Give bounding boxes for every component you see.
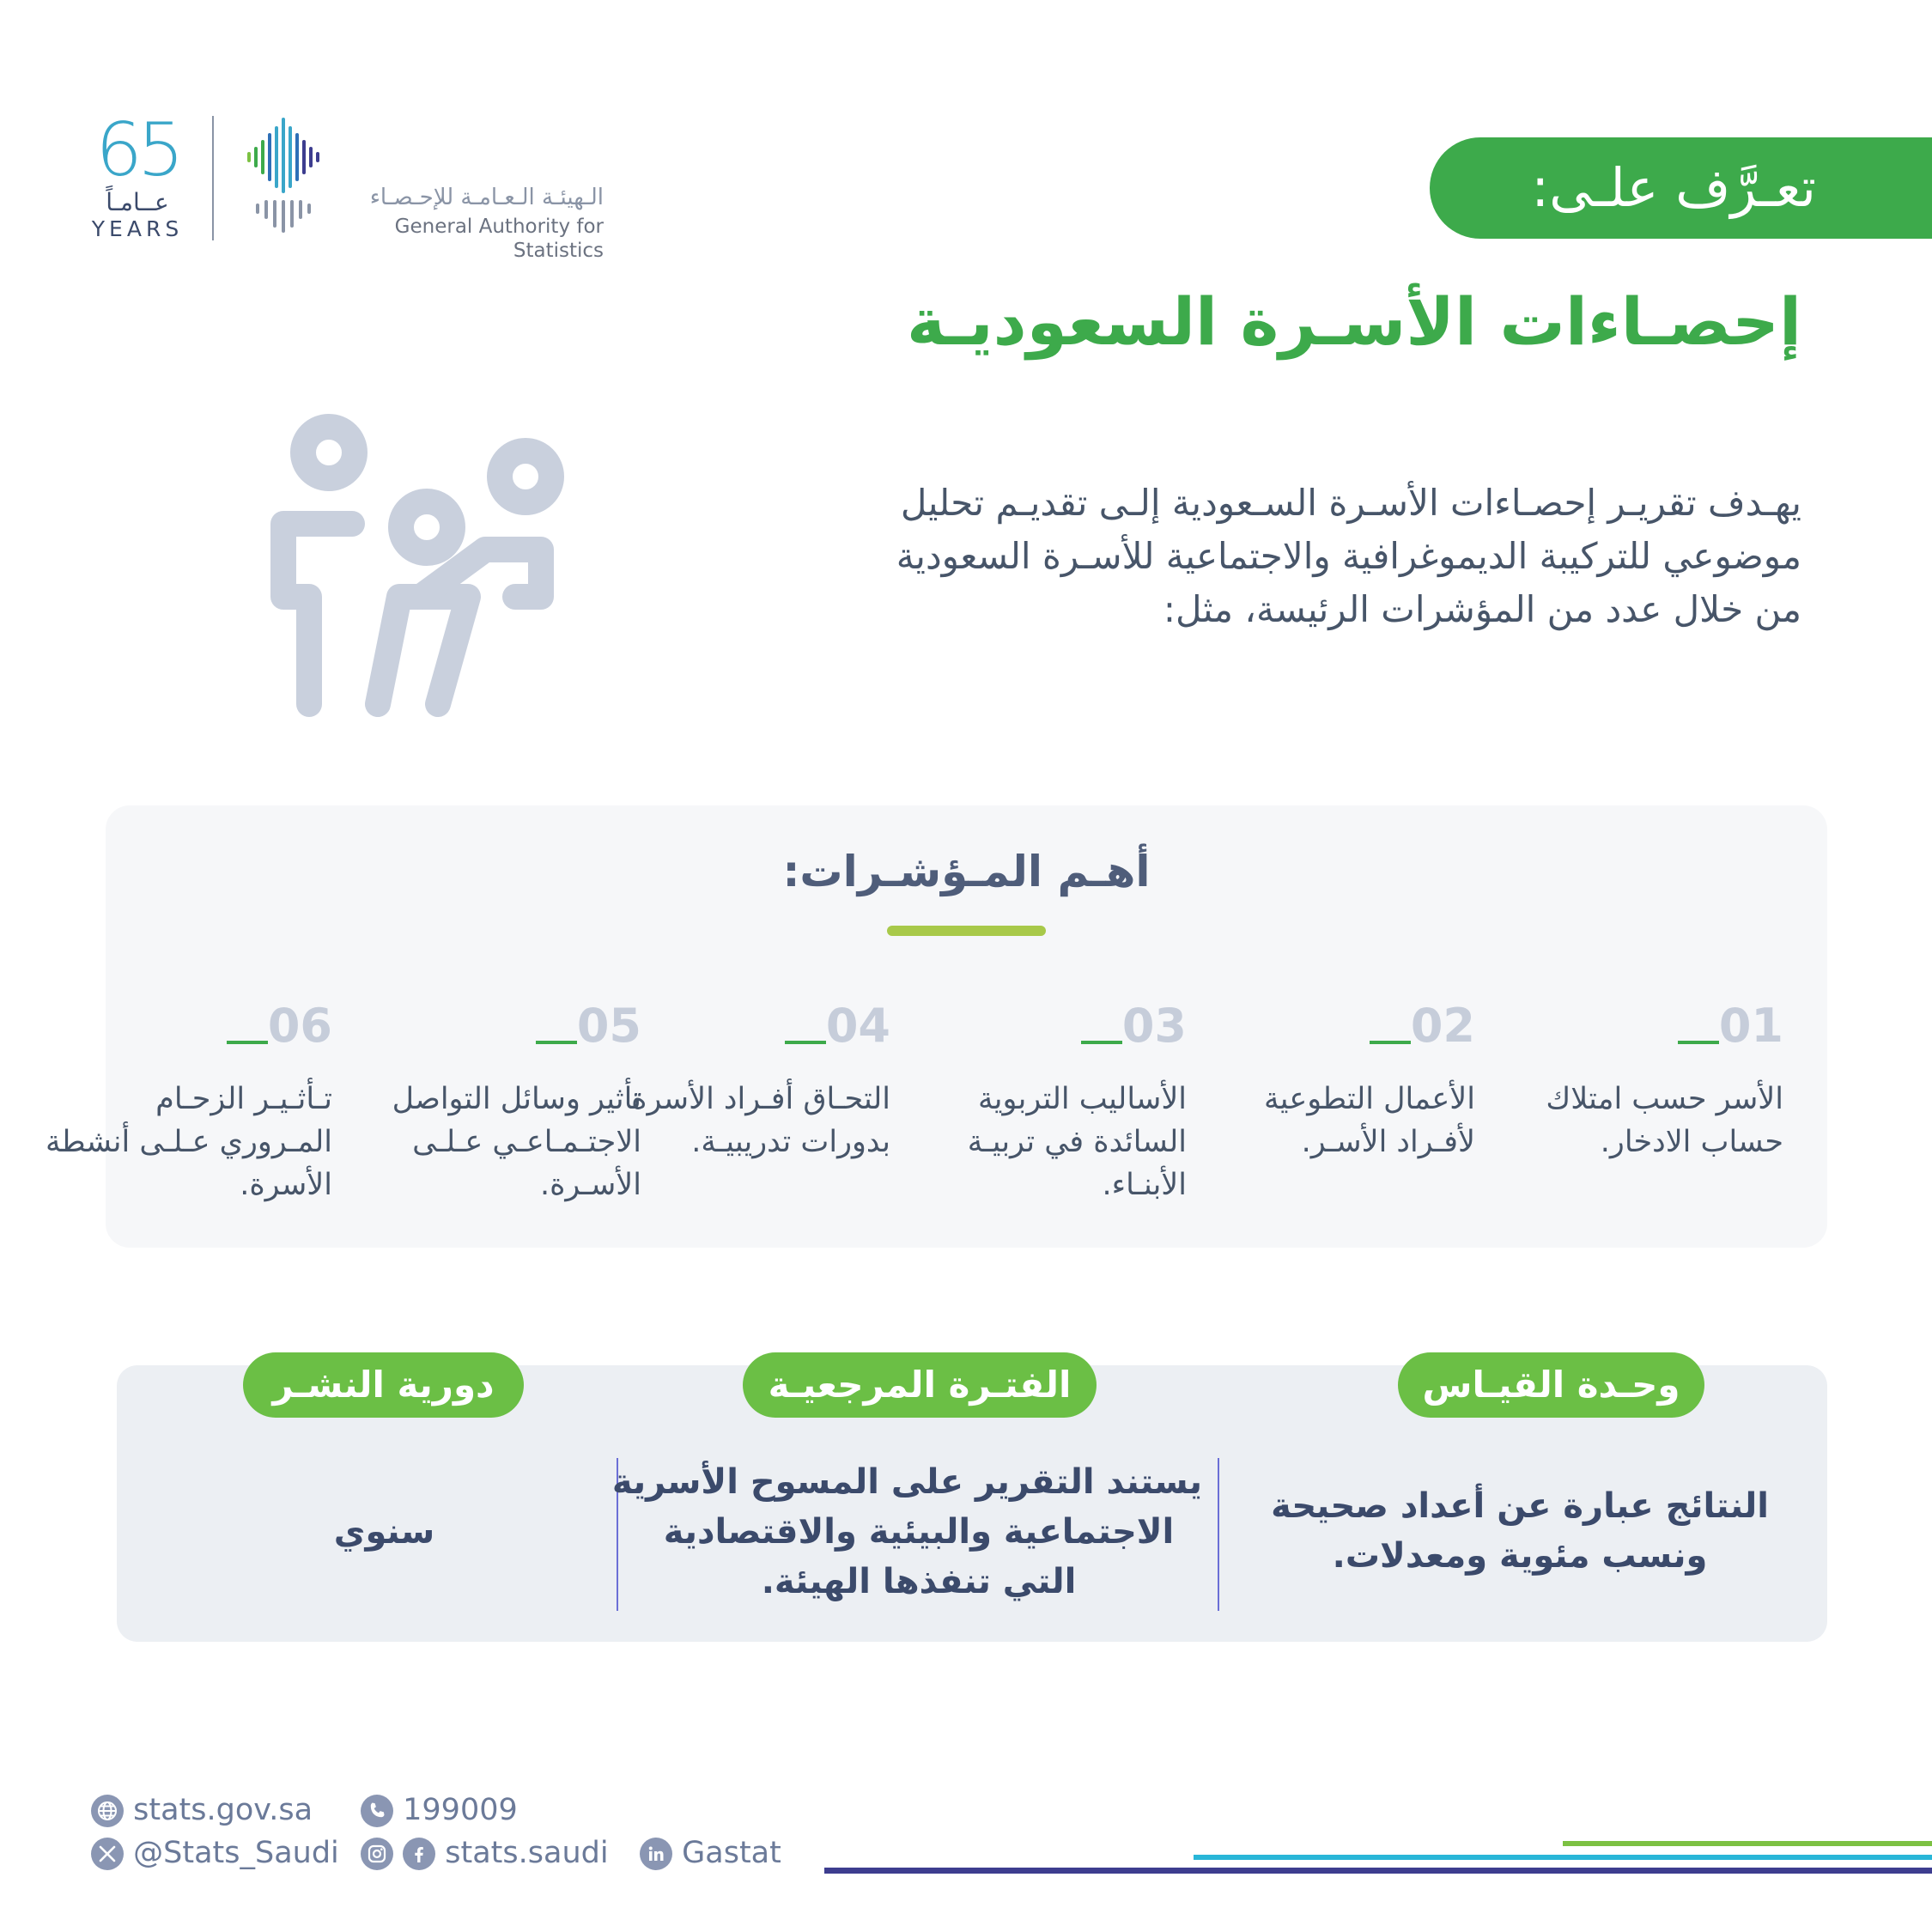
intro-line: موضوعي للتركيبة الديموغرافية والاجتماعية للأسـرة السعودية: [896, 535, 1801, 577]
family-icon: [258, 412, 575, 721]
footer-accent-line-cyan: [1194, 1855, 1932, 1860]
footer-social[interactable]: [361, 1832, 609, 1874]
indicators-title: أهـم المـؤشـرات:: [782, 847, 1151, 896]
linkedin-icon: [640, 1838, 672, 1870]
footer-accent-line-green: [1563, 1841, 1932, 1846]
logo-65-arabic: عــامـاً: [106, 188, 169, 216]
reference-period-label: الفتـرة المرجعيـة: [743, 1352, 1097, 1418]
indicator-text: تـأثـيـر الزحـام المـروري عـلـى أنشطة الأسرة.: [46, 1082, 332, 1202]
logo-divider: [212, 116, 214, 240]
indicator-text: تأثير وسائل التواصل الاجتـمـاعـي عـلـى الأسـرة.: [392, 1082, 641, 1202]
footer-twitter[interactable]: [91, 1832, 339, 1874]
indicator-number: 04: [785, 996, 890, 1056]
indicator-number: 03: [1081, 996, 1187, 1056]
instagram-icon: [361, 1838, 393, 1870]
footer-social-text: stats.saudi: [445, 1836, 609, 1870]
footer-website[interactable]: [91, 1789, 313, 1831]
indicator-number: 05: [536, 996, 641, 1056]
facebook-icon: [403, 1838, 435, 1870]
measurement-unit-text: النتائج عبارة عن أعداد صحيحة ونسب مئوية ومعدلات.: [1271, 1486, 1769, 1576]
indicator-text: الأعمال التطوعية لأفـراد الأسـر.: [1264, 1082, 1475, 1159]
indicators-title-underline: [887, 926, 1046, 936]
globe-icon: [91, 1795, 124, 1827]
intro-paragraph: [896, 477, 1801, 636]
footer-phone-text: 199009: [403, 1793, 518, 1827]
intro-line: من خلال عدد من المؤشرات الرئيسة، مثل:: [1163, 588, 1801, 630]
gastat-name-arabic: الـهيئـة الـعـامـة للإحـصـاء: [369, 185, 604, 210]
footer-twitter-text: @Stats_Saudi: [133, 1836, 339, 1870]
footer-website-text: stats.gov.sa: [133, 1793, 313, 1827]
footer-phone[interactable]: [361, 1789, 518, 1831]
logo-65-number: 65: [95, 107, 179, 193]
reference-period-text: يستند التقرير على المسوح الأسرية الاجتماعية والبيئية والاقتصادية التي تنفذها الهيئة.: [611, 1462, 1202, 1601]
footer-linkedin-text: Gastat: [682, 1836, 781, 1870]
indicator-number: 01: [1678, 996, 1783, 1056]
info-divider: [1218, 1458, 1219, 1611]
indicator-text: التحـاق أفـراد الأسرة بدورات تدريبيـة.: [631, 1082, 890, 1159]
indicator-text: الأسر حسب امتلاك حساب الادخار.: [1546, 1082, 1783, 1159]
publication-frequency-label: دورية النشـر: [243, 1352, 524, 1418]
logo-65-english: YEARS: [91, 216, 184, 241]
indicator-number: 06: [227, 996, 332, 1056]
intro-line: يهـدف تقريـر إحصـاءات الأسـرة السـعودية إلـى تقديـم تحليل: [900, 482, 1801, 524]
gastat-name-english: General Authority for Statistics: [394, 216, 604, 262]
indicator-text: الأساليب التربوية السائدة في تربيـة الأبنـاء.: [967, 1082, 1187, 1202]
footer-accent-line-navy: [824, 1868, 1932, 1874]
measurement-unit-label: وحـدة القيـاس: [1398, 1352, 1704, 1418]
page-title: إحصـاءات الأسـرة السعوديـة: [907, 283, 1801, 360]
x-icon: [91, 1838, 124, 1870]
footer-linkedin[interactable]: [640, 1832, 781, 1874]
publication-frequency-text: سنوي: [333, 1512, 435, 1552]
phone-icon: [361, 1795, 393, 1827]
learn-about-tag: [1430, 137, 1932, 239]
gastat-logo-icon: [240, 116, 326, 236]
learn-about-label: تعـرَّف علـى:: [1531, 156, 1816, 219]
logo-65-years: [86, 107, 189, 241]
indicator-number: 02: [1370, 996, 1475, 1056]
